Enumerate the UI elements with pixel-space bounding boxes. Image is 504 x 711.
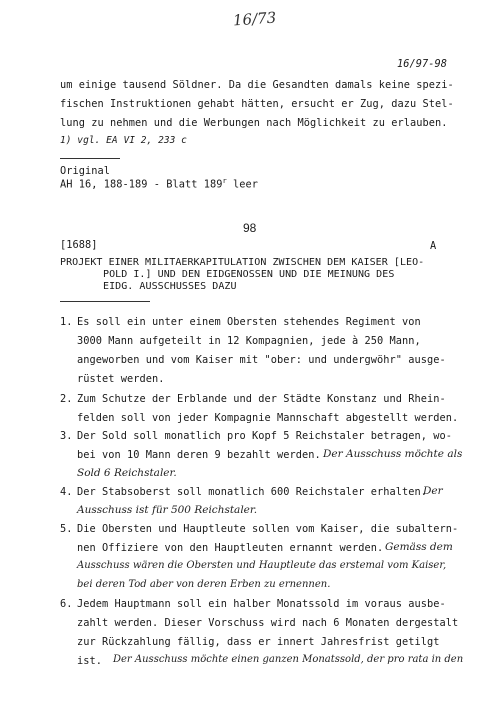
item-line: ist. <box>77 655 102 667</box>
page-reference: 16/97-98 <box>397 58 447 70</box>
archive-number: 16/73 <box>232 8 277 30</box>
document-number: 98 <box>243 221 257 235</box>
item-line: Der Sold soll monatlich pro Kopf 5 Reichstaler betragen, wo- <box>77 430 452 442</box>
title-rule <box>60 301 150 302</box>
handwritten-note: Sold 6 Reichstaler. <box>77 467 177 479</box>
item-line: Die Obersten und Hauptleute sollen vom Kaiser, die subaltern- <box>77 523 459 535</box>
item-line: Jedem Hauptmann soll ein halber Monatssold im voraus ausbe- <box>77 598 446 610</box>
item-number: 6. <box>60 598 73 610</box>
footnote: 1) vgl. EA VI 2, 233 c <box>60 135 187 146</box>
document-letter: A <box>430 240 437 252</box>
item-line: Zum Schutze der Erblande und der Städte Konstanz und Rhein- <box>77 393 446 405</box>
source-label: Original <box>60 165 110 177</box>
item-number: 1. <box>60 316 73 328</box>
document-date: [1688] <box>60 239 98 251</box>
item-line: nen Offiziere von den Hauptleuten ernannt werden. <box>77 542 384 554</box>
document-title-line: POLD I.] UND DEN EIDGENOSSEN UND DIE MEINUNG DES <box>103 269 395 280</box>
item-line: zur Rückzahlung fällig, dass er innert Jahresfrist getilgt <box>77 636 440 648</box>
item-number: 4. <box>60 486 73 498</box>
intro-line: fischen Instruktionen gehabt hätten, ersucht er Zug, dazu Stel- <box>60 98 454 110</box>
handwritten-note: Ausschuss wären die Obersten und Hauptleute das erstemal vom Kaiser, <box>77 560 447 571</box>
intro-line: um einige tausend Söldner. Da die Gesandten damals keine spezi- <box>60 79 454 91</box>
item-number: 3. <box>60 430 73 442</box>
document-title-line: PROJEKT EINER MILITAERKAPITULATION ZWISCHEN DEM KAISER [LEO- <box>60 257 425 268</box>
handwritten-note: Der Ausschuss möchte einen ganzen Monatssold, der pro rata in den <box>113 654 464 665</box>
handwritten-note: Gemäss dem <box>385 541 453 553</box>
source-reference <box>60 177 258 190</box>
handwritten-note: bei deren Tod aber von deren Erben zu ernennen. <box>77 579 331 590</box>
item-line: Es soll ein unter einem Obersten stehendes Regiment von <box>77 316 421 328</box>
item-line: 3000 Mann aufgeteilt in 12 Kompagnien, jede à 250 Mann, <box>77 335 421 347</box>
item-line: rüstet werden. <box>77 373 165 385</box>
item-line: Der Stabsoberst soll monatlich 600 Reichstaler erhalten. <box>77 486 427 498</box>
item-line: felden soll von jeder Kompagnie Mannschaft abgestellt werden. <box>77 412 459 424</box>
separator-rule <box>60 158 120 159</box>
intro-line: lung zu nehmen und die Werbungen nach Möglichkeit zu erlauben. <box>60 117 448 129</box>
source-ref-text: AH 16, 188-189 - Blatt 189 <box>60 178 223 191</box>
item-line: zahlt werden. Dieser Vorschuss wird nach 6 Monaten dergestalt <box>77 617 459 629</box>
handwritten-note: Ausschuss ist für 500 Reichstaler. <box>77 504 258 516</box>
item-line: bei von 10 Mann deren 9 bezahlt werden. <box>77 449 321 461</box>
handwritten-note: Der <box>423 485 443 497</box>
item-line: angeworben und vom Kaiser mit "ober: und undergwöhr" ausge- <box>77 354 446 366</box>
source-ref-sup: r <box>222 177 227 185</box>
item-number: 5. <box>60 523 73 535</box>
document-title-line: EIDG. AUSSCHUSSES DAZU <box>103 281 237 292</box>
handwritten-note: Der Ausschuss möchte als <box>323 448 463 460</box>
item-number: 2. <box>60 393 73 405</box>
source-ref-post: leer <box>226 178 258 191</box>
